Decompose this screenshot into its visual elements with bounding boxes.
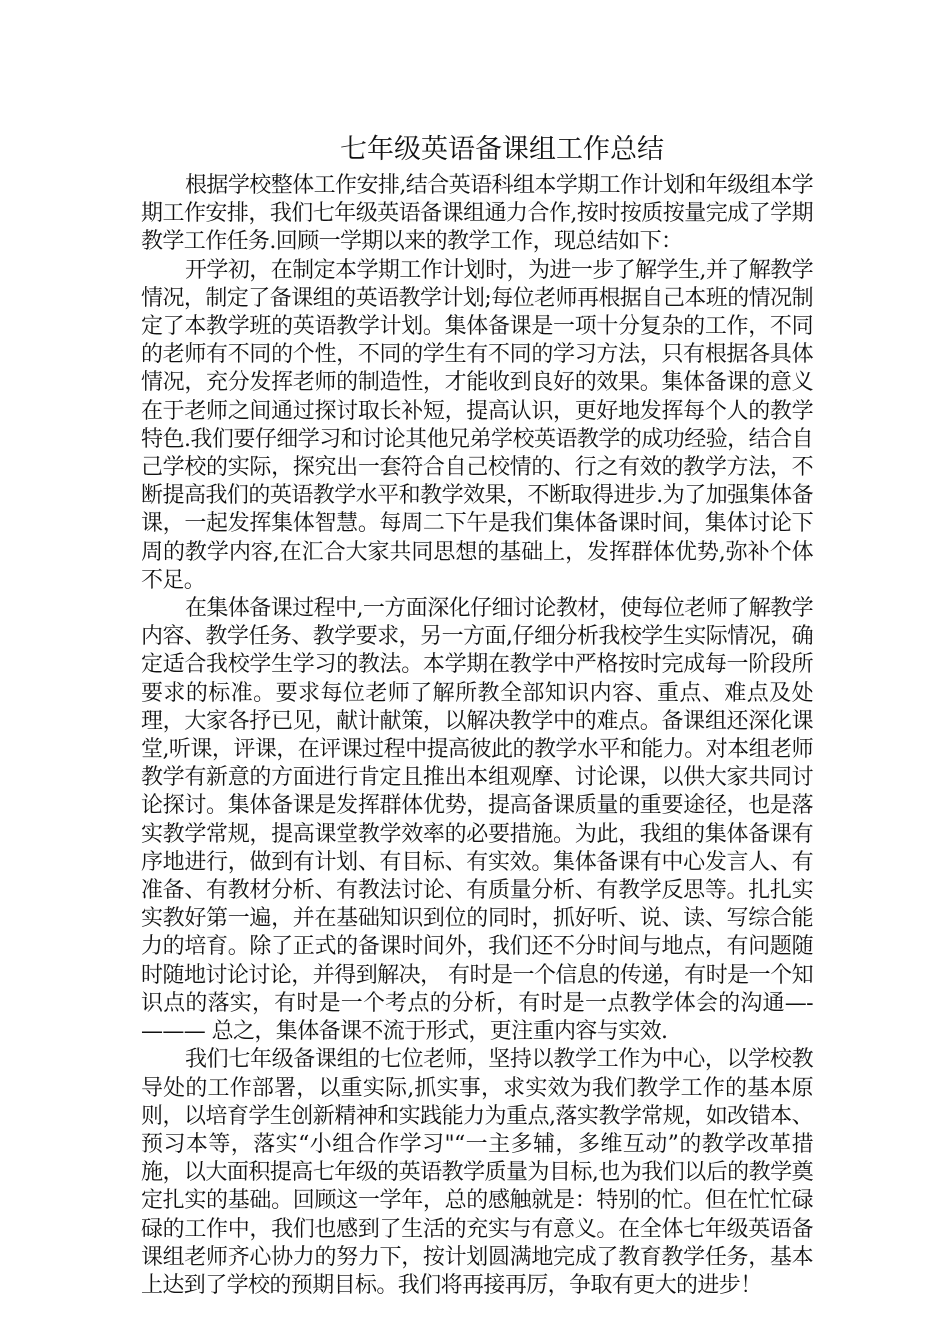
paragraph-conclusion: 我们七年级备课组的七位老师，坚持以教学工作为中心，以学校教导处的工作部署，以重实际,抓实事，求实效为我们教学工作的基本原则，以培育学生创新精神和实践能力为重点,落实教学常规，如改错本、预习本等，落实“小组合作学习"“一主多辅，多维互动”的教学改革措施，以大面积提高七年级的英语教学质量为目标,也为我们以后的教学奠定扎实的基础。回顾这一学年，总的感触就是：特别的忙。但在忙忙碌碌的工作中，我们也感到了生活的充实与有意义。在全体七年级英语备课组老师齐心协力的努力下，按计划圆满地完成了教育教学任务，基本上达到了学校的预期目标。我们将再接再厉，争取有更大的进步！ (141, 1047, 813, 1298)
document-title: 七年级英语备课组工作总结 (340, 134, 664, 165)
paragraph-intro: 根据学校整体工作安排,结合英语科组本学期工作计划和年级组本学期工作安排，我们七年级英语备课组通力合作,按时按质按量完成了学期教学工作任务.回顾一学期以来的教学工作，现总结如下： (141, 173, 813, 255)
paragraph-planning: 开学初，在制定本学期工作计划时，为进一步了解学生,并了解教学情况，制定了备课组的英语教学计划;每位老师再根据自己本班的情况制定了本教学班的英语教学计划。集体备课是一项十分复杂的工作，不同的老师有不同的个性，不同的学生有不同的学习方法，只有根据各具体情况，充分发挥老师的制造性，才能收到良好的效果。集体备课的意义在于老师之间通过探讨取长补短，提高认识，更好地发挥每个人的教学特色.我们要仔细学习和讨论其他兄弟学校英语教学的成功经验，结合自己学校的实际，探究出一套符合自己校情的、行之有效的教学方法，不断提高我们的英语教学水平和教学效果，不断取得进步.为了加强集体备课，一起发挥集体智慧。每周二下午是我们集体备课时间，集体讨论下周的教学内容,在汇合大家共同思想的基础上，发挥群体优势,弥补个体不足。 (141, 257, 813, 593)
document-body (141, 172, 813, 1300)
paragraph-collective-prep: 在集体备课过程中,一方面深化仔细讨论教材，使每位老师了解教学内容、教学任务、教学要求，另一方面,仔细分析我校学生实际情况，确定适合我校学生学习的教法。本学期在教学中严格按时完成每一阶段所要求的标准。要求每位老师了解所教全部知识内容、重点、难点及处理，大家各抒已见，献计献策，以解决教学中的难点。备课组还深化课堂,听课，评课，在评课过程中提高彼此的教学水平和能力。对本组老师教学有新意的方面进行肯定且推出本组观摩、讨论课，以供大家共同讨论探讨。集体备课是发挥群体优势，提高备课质量的重要途径，也是落实教学常规，提高课堂教学效率的必要措施。为此，我组的集体备课有序地进行，做到有计划、有目标、有实效。集体备课有中心发言人、有准备、有教材分析、有教法讨论、有质量分析、有教学反思等。扎扎实实教好第一遍，并在基础知识到位的同时，抓好听、说、读、写综合能力的培育。除了正式的备课时间外，我们还不分时间与地点，有问题随时随地讨论讨论，并得到解决， 有时是一个信息的传递，有时是一个知识点的落实，有时是一个考点的分析，有时是一点教学体会的沟通—-——— 总之，集体备课不流于形式，更注重内容与实效. (141, 596, 813, 1045)
